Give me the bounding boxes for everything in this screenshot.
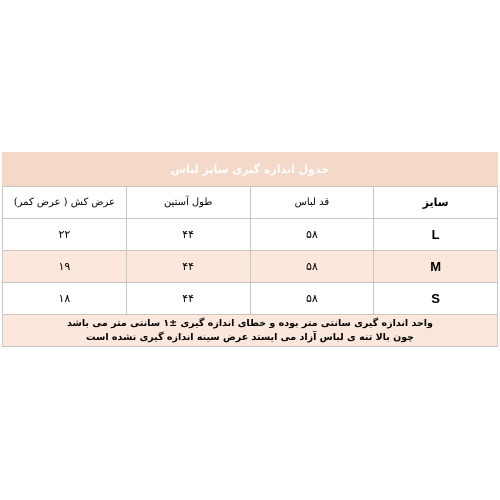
length-cell: ۵۸ — [250, 251, 374, 283]
notes-row — [3, 315, 498, 347]
waist-cell: ۱۹ — [3, 251, 127, 283]
header-waist: عرض کش ( عرض کمر) — [3, 187, 127, 219]
waist-cell: ۲۲ — [3, 219, 127, 251]
sleeve-cell: ۴۴ — [126, 283, 250, 315]
length-cell: ۵۸ — [250, 219, 374, 251]
length-cell: ۵۸ — [250, 283, 374, 315]
size-chart-table — [2, 152, 498, 347]
note-line: چون بالا تنه ی لباس آزاد می ایستد عرض سینه اندازه گیری نشده است — [85, 331, 415, 343]
header-length: قد لباس — [250, 187, 374, 219]
size-cell: L — [374, 219, 498, 251]
sleeve-cell: ۴۴ — [126, 219, 250, 251]
table-row — [3, 219, 498, 251]
header-row — [3, 187, 498, 219]
table-row — [3, 251, 498, 283]
sleeve-cell: ۴۴ — [126, 251, 250, 283]
notes-cell — [3, 315, 498, 347]
size-cell: S — [374, 283, 498, 315]
waist-cell: ۱۸ — [3, 283, 127, 315]
header-size: سایز — [374, 187, 498, 219]
table-title-row — [3, 153, 498, 187]
size-cell: M — [374, 251, 498, 283]
table-row — [3, 283, 498, 315]
note-line: واحد اندازه گیری سانتی متر بوده و خطای اندازه گیری ±۱ سانتی متر می باشد — [67, 317, 433, 329]
header-sleeve: طول آستین — [126, 187, 250, 219]
table-title: جدول اندازه گیری سایز لباس — [3, 153, 498, 187]
